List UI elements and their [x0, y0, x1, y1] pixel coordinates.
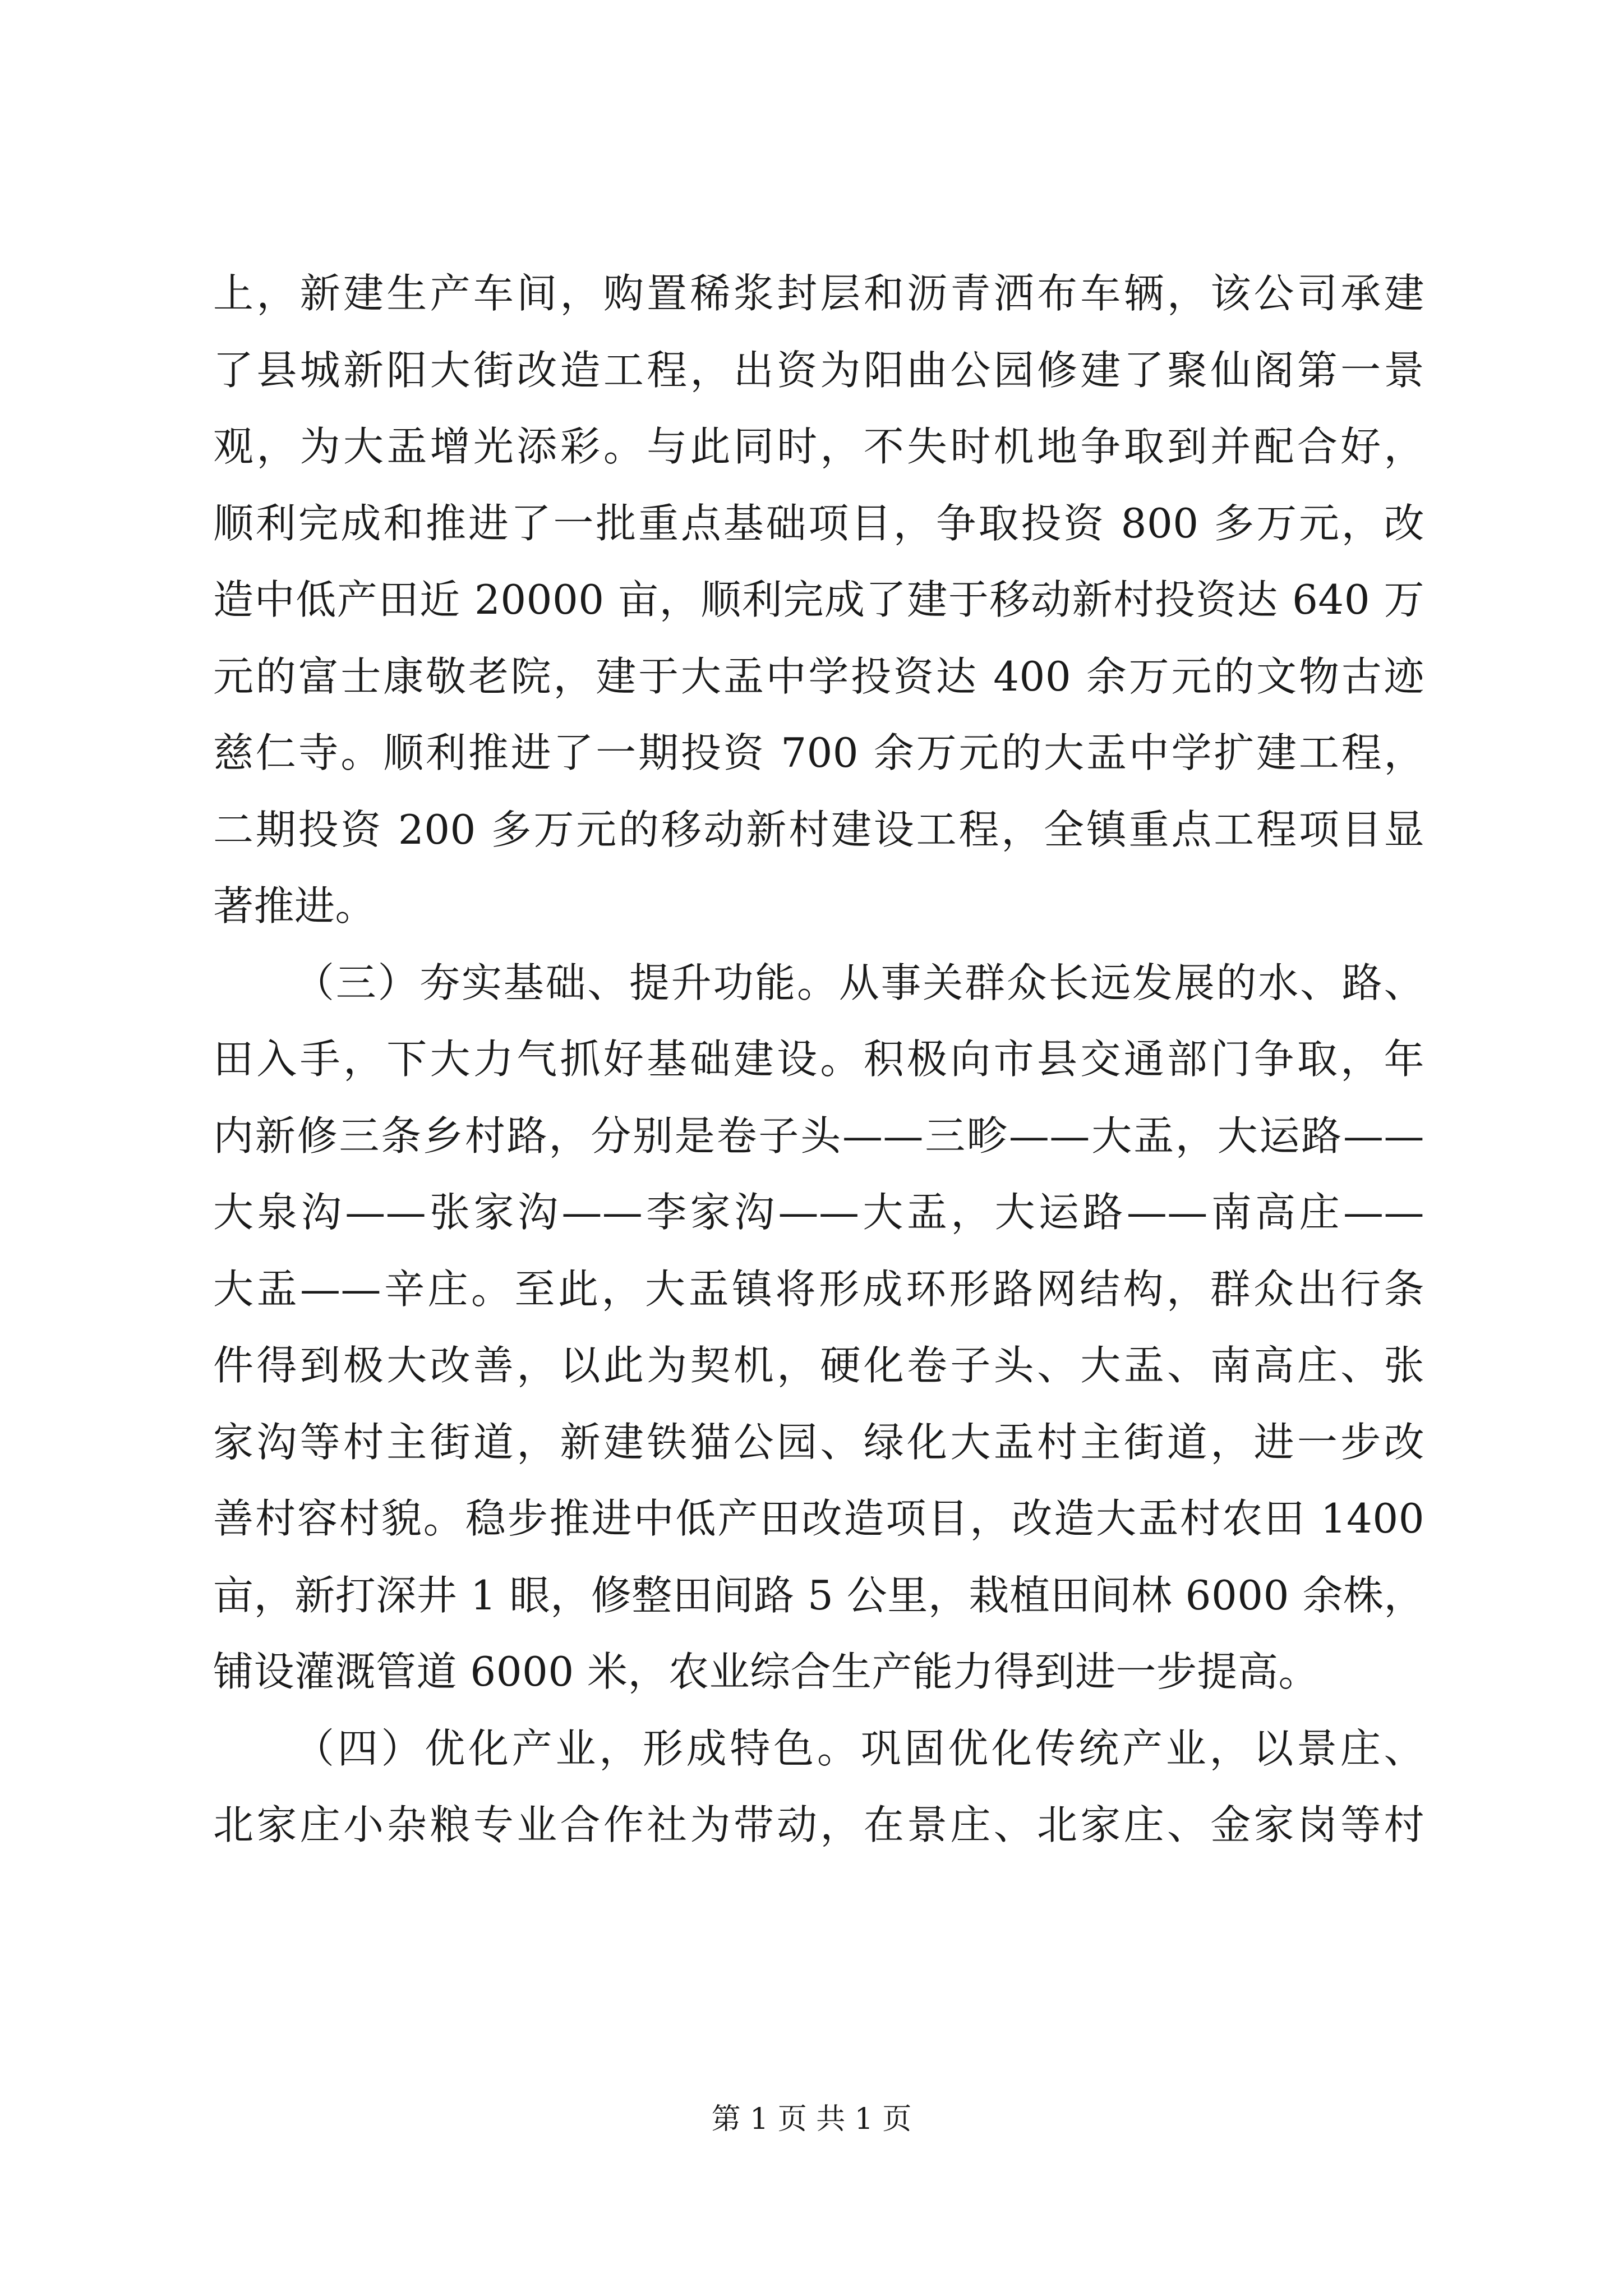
- text-line-7: 慈仁寺。顺利推进了一期投资 700 余万元的大盂中学扩建工程，: [213, 729, 1424, 776]
- text-line-4: 顺利完成和推进了一批重点基础项目，争取投资 800 多万元，改: [213, 499, 1424, 547]
- text-line-12: 内新修三条乡村路，分别是卷子头——三畛——大盂，大运路——: [213, 1112, 1424, 1159]
- text-line-16: 家沟等村主街道，新建铁猫公园、绿化大盂村主街道，进一步改: [213, 1418, 1424, 1466]
- text-line-19: 铺设灌溉管道 6000 米，农业综合生产能力得到进一步提高。: [213, 1648, 1320, 1695]
- document-body: [213, 255, 1424, 1864]
- text-line-14: 大盂——辛庄。至此，大盂镇将形成环形路网结构，群众出行条: [213, 1265, 1424, 1313]
- text-line-18: 亩，新打深井 1 眼，修整田间路 5 公里，栽植田间林 6000 余株，: [213, 1571, 1424, 1619]
- text-line-13: 大泉沟——张家沟——李家沟——大盂，大运路——南高庄——: [213, 1189, 1424, 1236]
- text-line-20: （四）优化产业，形成特色。巩固优化传统产业，以景庄、: [294, 1724, 1424, 1772]
- text-line-17: 善村容村貌。稳步推进中低产田改造项目，改造大盂村农田 1400: [213, 1495, 1424, 1542]
- text-line-15: 件得到极大改善，以此为契机，硬化卷子头、大盂、南高庄、张: [213, 1342, 1424, 1389]
- text-line-10: （三）夯实基础、提升功能。从事关群众长远发展的水、路、: [294, 959, 1424, 1006]
- text-line-9: 著推进。: [213, 882, 376, 930]
- text-line-21: 北家庄小杂粮专业合作社为带动，在景庄、北家庄、金家岗等村: [213, 1801, 1424, 1848]
- page-footer: [0, 2102, 1623, 2136]
- text-line-3: 观，为大盂增光添彩。与此同时，不失时机地争取到并配合好，: [213, 423, 1424, 470]
- page-number-label: 第 1 页 共 1 页: [711, 2102, 912, 2136]
- text-line-8: 二期投资 200 多万元的移动新村建设工程，全镇重点工程项目显: [213, 806, 1424, 853]
- text-line-2: 了县城新阳大街改造工程，出资为阳曲公园修建了聚仙阁第一景: [213, 346, 1424, 394]
- text-line-11: 田入手，下大力气抓好基础建设。积极向市县交通部门争取，年: [213, 1036, 1424, 1083]
- text-line-1: 上，新建生产车间，购置稀浆封层和沥青洒布车辆，该公司承建: [213, 270, 1424, 317]
- text-line-6: 元的富士康敬老院，建于大盂中学投资达 400 余万元的文物古迹: [213, 652, 1424, 700]
- text-line-5: 造中低产田近 20000 亩，顺利完成了建于移动新村投资达 640 万: [213, 576, 1424, 623]
